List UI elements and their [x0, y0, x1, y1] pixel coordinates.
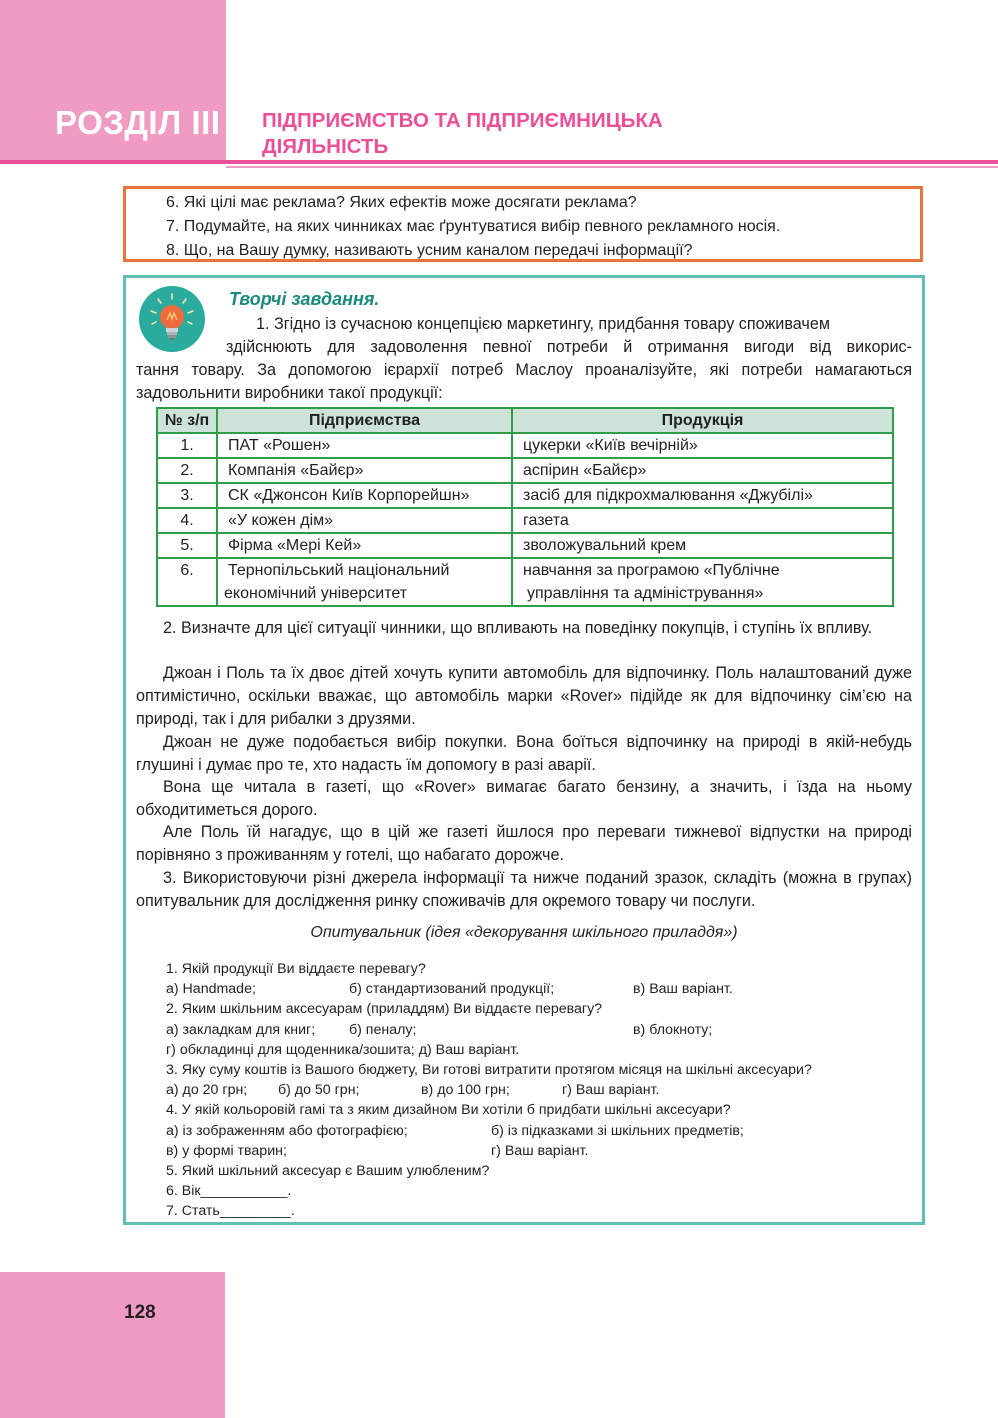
creative-tasks-box — [123, 275, 925, 1225]
section-label: РОЗДІЛ ІІІ — [55, 104, 221, 141]
row-enterprise: Фірма «Мері Кей» — [217, 533, 512, 558]
lightbulb-icon — [139, 286, 205, 352]
review-question-8: 8. Що, на Вашу думку, називають усним каналом передачі інформації? — [166, 242, 693, 259]
survey-option: а) із зображенням або фотографією; — [166, 1122, 408, 1139]
table-header-product: Продукція — [512, 408, 893, 433]
story-paragraph-4: Але Поль їй нагадує, що в цій же газеті йшлося про переваги тижневої відпустки на природі порівняно з проживанням у готелі, що набагато дорожче. — [136, 823, 912, 864]
row-product-line2: управління та адміністрування» — [527, 585, 764, 602]
survey-option: а) до 20 грн; — [166, 1082, 248, 1099]
review-question-7: 7. Подумайте, на яких чинниках має ґрунтуватися вибір певного рекламного носія. — [166, 218, 781, 235]
table-header-number: № з/п — [157, 408, 217, 433]
survey-option: а) закладкам для книг; — [166, 1021, 316, 1038]
table-row — [157, 458, 893, 483]
chapter-title — [262, 108, 663, 160]
table-header-row — [157, 408, 893, 433]
survey-question-6-text: 6. Вік___________. — [166, 1183, 292, 1200]
survey-question-1-text: 1. Якій продукції Ви віддаєте перевагу? — [166, 961, 426, 977]
survey-option: г) Ваш варіант. — [491, 1142, 589, 1159]
header-rule — [0, 160, 998, 164]
row-enterprise — [217, 558, 512, 606]
survey-option: б) пеналу; — [349, 1021, 417, 1038]
row-number: 1. — [157, 433, 217, 458]
story-paragraph-1: Джоан і Поль та їх двоє дітей хочуть купити автомобіль для відпочинку. Поль налаштований дуже оптимістично, оскільки вважає, що автомобіль марки «Rover» підійде як для відпочинку сім’єю на природі, так і для рибалки з друзями. — [136, 664, 912, 728]
survey-option: в) Ваш варіант. — [633, 981, 733, 998]
row-number: 3. — [157, 483, 217, 508]
table-row — [157, 558, 893, 606]
table-row — [157, 483, 893, 508]
row-enterprise-line2: економічний університет — [224, 585, 408, 602]
row-enterprise: «У кожен дім» — [217, 508, 512, 533]
row-product — [512, 558, 893, 606]
chapter-title-line1: ПІДПРИЄМСТВО ТА ПІДПРИЄМНИЦЬКА — [262, 109, 663, 132]
survey-option: в) у формі тварин; — [166, 1142, 287, 1159]
page-number: 128 — [124, 1302, 156, 1323]
survey-option: б) до 50 грн; — [278, 1082, 360, 1099]
survey-question-2-text: 2. Яким шкільним аксесуарам (приладдям) Ви віддаєте перевагу? — [166, 1001, 603, 1018]
task2-paragraph: 2. Визначте для цієї ситуації чинники, що впливають на поведінку покупців, і ступінь їх впливу. — [163, 619, 873, 637]
chapter-title-line2: ДІЯЛЬНІСТЬ — [262, 135, 389, 158]
table-header-enterprise: Підприємства — [217, 408, 512, 433]
survey-question-4-text: 4. У якій кольоровій гамі та з яким дизайном Ви хотіли б придбати шкільні аксесуари? — [166, 1102, 731, 1119]
review-questions-list — [166, 191, 780, 263]
survey-option: в) блокноту; — [633, 1021, 713, 1038]
row-enterprise: СК «Джонсон Київ Корпорейшн» — [217, 483, 512, 508]
survey-question-5-text: 5. Який шкільний аксесуар є Вашим улюбленим? — [166, 1162, 490, 1179]
table-row — [157, 433, 893, 458]
row-number: 6. — [157, 558, 217, 606]
enterprises-table — [156, 407, 894, 607]
row-number: 2. — [157, 458, 217, 483]
survey-question-7-text: 7. Стать_________. — [166, 1203, 295, 1220]
task1-rest: тання товару. За допомогою ієрархії потреб Маслоу проаналізуйте, які потреби намагаються задовольнити виробники такої продукції: — [136, 361, 912, 402]
review-question-6: 6. Які цілі має реклама? Яких ефектів може досягати реклама? — [166, 194, 637, 211]
review-questions-box — [123, 186, 923, 262]
footer-pink-block — [0, 1272, 225, 1418]
row-product: газета — [512, 508, 893, 533]
table-row — [157, 533, 893, 558]
row-enterprise-line1: Тернопільський національний — [228, 562, 450, 579]
survey-option: а) Handmade; — [166, 981, 256, 998]
header-rule-thin — [226, 166, 998, 168]
row-product-line1: навчання за програмою «Публічне — [523, 562, 780, 579]
row-enterprise: ПАТ «Рошен» — [217, 433, 512, 458]
task1-line2: здійснюють для задоволення певної потреби й отримання вигоди від викорис- — [226, 338, 912, 356]
row-number: 5. — [157, 533, 217, 558]
table-row — [157, 508, 893, 533]
survey-option: г) Ваш варіант. — [562, 1082, 660, 1099]
survey-question-3-text: 3. Яку суму коштів із Вашого бюджету, Ви готові витратити протягом місяця на шкільні аксесуари? — [166, 1061, 812, 1078]
survey-option: в) до 100 грн; — [421, 1082, 510, 1099]
story-paragraph-2: Джоан не дуже подобається вибір покупки. Вона боїться відпочинку на природі в якій-небудь глушині і думає про те, хто надасть їм допомогу в разі аварії. — [136, 733, 912, 774]
row-product: засіб для підкрохмалювання «Джубілі» — [512, 483, 893, 508]
task1-line1: 1. Згідно із сучасною концепцією маркетингу, придбання товару споживачем — [256, 315, 830, 333]
row-product: зволожувальний крем — [512, 533, 893, 558]
survey-option: б) стандартизований продукції; — [349, 981, 555, 998]
row-number: 4. — [157, 508, 217, 533]
survey-option: б) із підказками зі шкільних предметів; — [491, 1122, 744, 1139]
survey-option: г) обкладинці для щоденника/зошита; д) Ваш варіант. — [166, 1041, 520, 1058]
task3-paragraph: 3. Використовуючи різні джерела інформації та нижче поданий зразок, складіть (можна в групах) опитувальник для дослідження ринку споживачів для окремого товару чи послуги. — [136, 869, 912, 910]
row-product: цукерки «Київ вечірній» — [512, 433, 893, 458]
row-product: аспірин «Байєр» — [512, 458, 893, 483]
creative-tasks-title: Творчі завдання. — [229, 289, 380, 309]
survey-title: Опитувальник (ідея «декорування шкільного приладдя») — [310, 924, 738, 941]
story-paragraph-3: Вона ще читала в газеті, що «Rover» вимагає багато бензину, а значить, і їзда на ньому обходитиметься дорого. — [136, 778, 912, 819]
row-enterprise: Компанія «Байєр» — [217, 458, 512, 483]
